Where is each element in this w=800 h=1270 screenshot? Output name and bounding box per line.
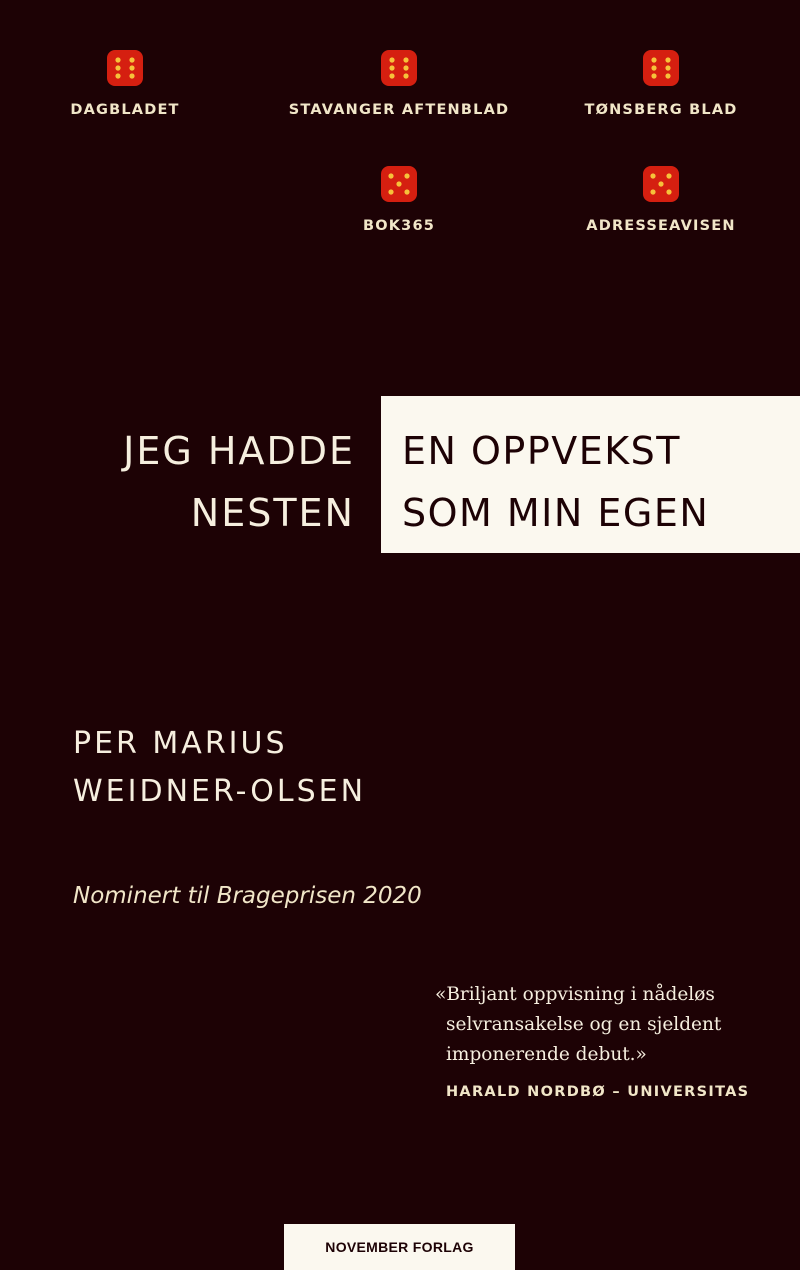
review-dagbladet [50,48,200,118]
die-six-icon [379,48,419,88]
quote-line: «Briljant oppvisning i nådeløs [435,984,715,1005]
title-right-line1: EN OPPVEKST [402,429,682,473]
review-outlet-label: DAGBLADET [70,102,180,118]
quote-line: imponerende debut.» [446,1044,647,1065]
quote-line: selvransakelse og en sjeldent [446,1014,722,1035]
review-outlet-label: TØNSBERG BLAD [584,102,738,118]
title-right-line2: SOM MIN EGEN [402,491,710,535]
title-right [402,420,709,544]
publisher-label: NOVEMBER FORLAG [284,1224,515,1270]
die-six-icon [105,48,145,88]
review-adresseavisen [571,164,751,234]
author-name [73,720,366,816]
title-left-line2: NESTEN [190,491,355,535]
author-line1: PER MARIUS [73,726,288,761]
review-quote [435,980,775,1070]
review-outlet-label: STAVANGER AFTENBLAD [288,102,510,118]
review-outlet-label: ADRESSEAVISEN [586,218,736,234]
die-five-icon [641,164,681,204]
quote-source: HARALD NORDBØ – UNIVERSITAS [446,1084,750,1100]
review-bok365 [324,164,474,234]
nomination-text: Nominert til Brageprisen 2020 [73,883,422,909]
review-stavanger-aftenblad [274,48,524,118]
die-six-icon [641,48,681,88]
die-five-icon [379,164,419,204]
title-left [123,420,355,544]
author-line2: WEIDNER-OLSEN [73,774,367,809]
title-left-line1: JEG HADDE [123,429,355,473]
review-tonsberg-blad [571,48,751,118]
review-outlet-label: BOK365 [362,218,436,234]
